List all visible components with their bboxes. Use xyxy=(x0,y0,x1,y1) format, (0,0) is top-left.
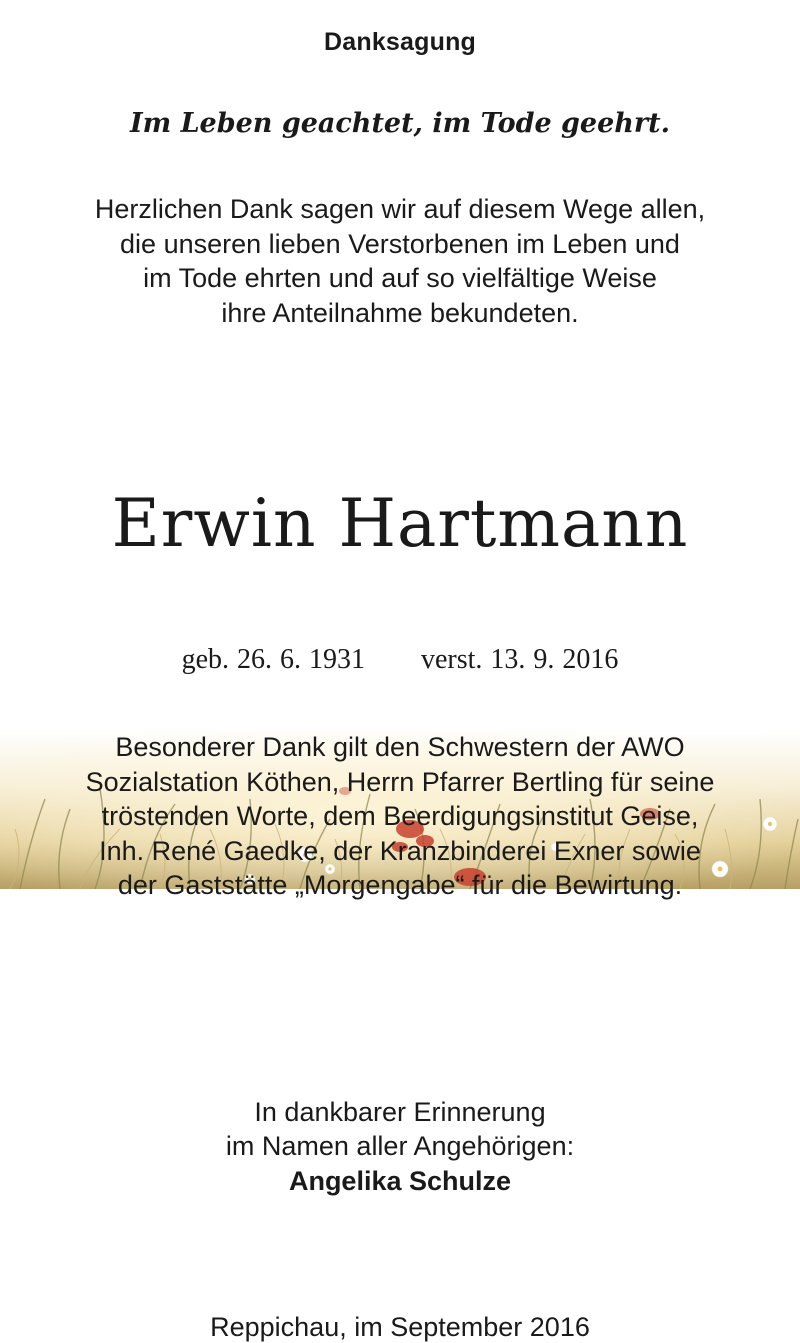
thanks-line: der Gaststätte „Morgengabe“ für die Bewirtung. xyxy=(117,870,683,900)
notice-heading: Danksagung xyxy=(323,28,477,56)
thanks-line: Besonderer Dank gilt den Schwestern der AWO xyxy=(115,732,685,762)
thanks-line: Sozialstation Köthen, Herrn Pfarrer Bertling für seine xyxy=(85,766,715,797)
closing-line: In dankbarer Erinnerung xyxy=(254,1096,546,1127)
life-dates xyxy=(0,644,800,676)
birth-date: geb. 26. 6. 1931 xyxy=(181,644,365,675)
intro-paragraph xyxy=(0,192,800,330)
intro-line: die unseren lieben Verstorbenen im Leben und xyxy=(120,228,680,259)
intro-line: Herzlichen Dank sagen wir auf diesem Wege allen, xyxy=(94,194,706,224)
closing-paragraph xyxy=(0,1095,800,1199)
thanks-paragraph xyxy=(0,730,800,903)
place-and-date: Reppichau, im September 2016 xyxy=(210,1312,590,1342)
thanks-line: Inh. René Gaedke, der Kranzbinderei Exner sowie xyxy=(99,835,701,866)
intro-line: ihre Anteilnahme bekundeten. xyxy=(221,297,579,328)
thanks-line: tröstenden Worte, dem Beerdigungsinstitut Geise, xyxy=(101,801,699,831)
signer-name: Angelika Schulze xyxy=(288,1165,512,1196)
closing-line: im Namen aller Angehörigen: xyxy=(225,1131,575,1161)
death-date: verst. 13. 9. 2016 xyxy=(421,644,619,675)
intro-line: im Tode ehrten und auf so vielfältige Weise xyxy=(143,263,657,293)
deceased-name: Erwin Hartmann xyxy=(111,485,689,562)
notice-motto: Im Leben geachtet, im Tode geehrt. xyxy=(129,108,671,139)
